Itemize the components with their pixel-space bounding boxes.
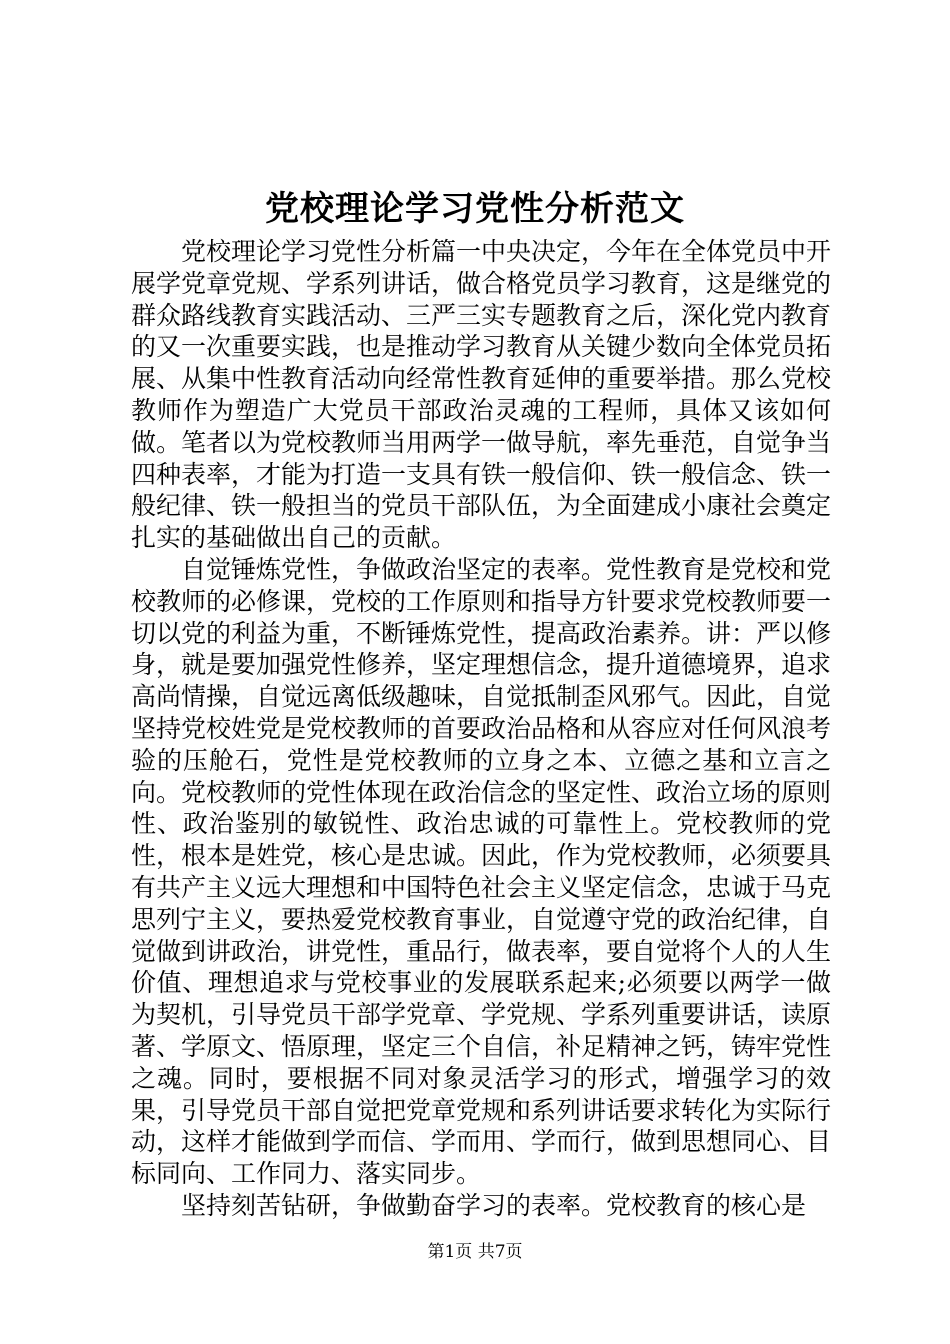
paragraph: 自觉锤炼党性，争做政治坚定的表率。党性教育是党校和党校教师的必修课，党校的工作原则和指导方针要求党校教师要一切以党的利益为重，不断锤炼党性，提高政治素养。讲：严以修身，就是要加强党性修养，坚定理想信念，提升道德境界，追求高尚情操，自觉远离低级趣味，自觉抵制歪风邪气。因此，自觉坚持党校姓党是党校教师的首要政治品格和从容应对任何风浪考验的压舱石，党性是党校教师的立身之本、立德之基和立言之向。党校教师的党性体现在政治信念的坚定性、政治立场的原则性、政治鉴别的敏锐性、政治忠诚的可靠性上。党校教师的党性，根本是姓党，核心是忠诚。因此，作为党校教师，必须要具有共产主义远大理想和中国特色社会主义坚定信念，忠诚于马克思列宁主义，要热爱党校教育事业，自觉遵守党的政治纪律，自觉做到讲政治，讲党性，重品行，做表率，要自觉将个人的人生价值、理想追求与党校事业的发展联系起来;必须要以两学一做为契机，引导党员干部学党章、学党规、学系列重要讲话，读原著、学原文、悟原理，坚定三个自信，补足精神之钙，铸牢党性之魂。同时，要根据不同对象灵活学习的形式，增强学习的效果，引导党员干部自觉把党章党规和系列讲话要求转化为实际行动，这样才能做到学而信、学而用、学而行，做到思想同心、目标同向、工作同力、落实同步。 [131, 554, 832, 1189]
paragraph: 党校理论学习党性分析篇一中央决定，今年在全体党员中开展学党章党规、学系列讲话，做合格党员学习教育，这是继党的群众路线教育实践活动、三严三实专题教育之后，深化党内教育的又一次重要实践，也是推动学习教育从关键少数向全体党员拓展、从集中性教育活动向经常性教育延伸的重要举措。那么党校教师作为塑造广大党员干部政治灵魂的工程师，具体又该如何做。笔者以为党校教师当用两学一做导航，率先垂范，自觉争当四种表率，才能为打造一支具有铁一般信仰、铁一般信念、铁一般纪律、铁一般担当的党员干部队伍，为全面建成小康社会奠定扎实的基础做出自己的贡献。 [131, 237, 832, 553]
paragraph: 坚持刻苦钻研，争做勤奋学习的表率。党校教育的核心是 [181, 1190, 807, 1220]
document-title: 党校理论学习党性分析范文 [265, 189, 685, 229]
document-body [131, 236, 831, 1222]
page-number-footer: 第1页 共7页 [427, 1242, 523, 1262]
